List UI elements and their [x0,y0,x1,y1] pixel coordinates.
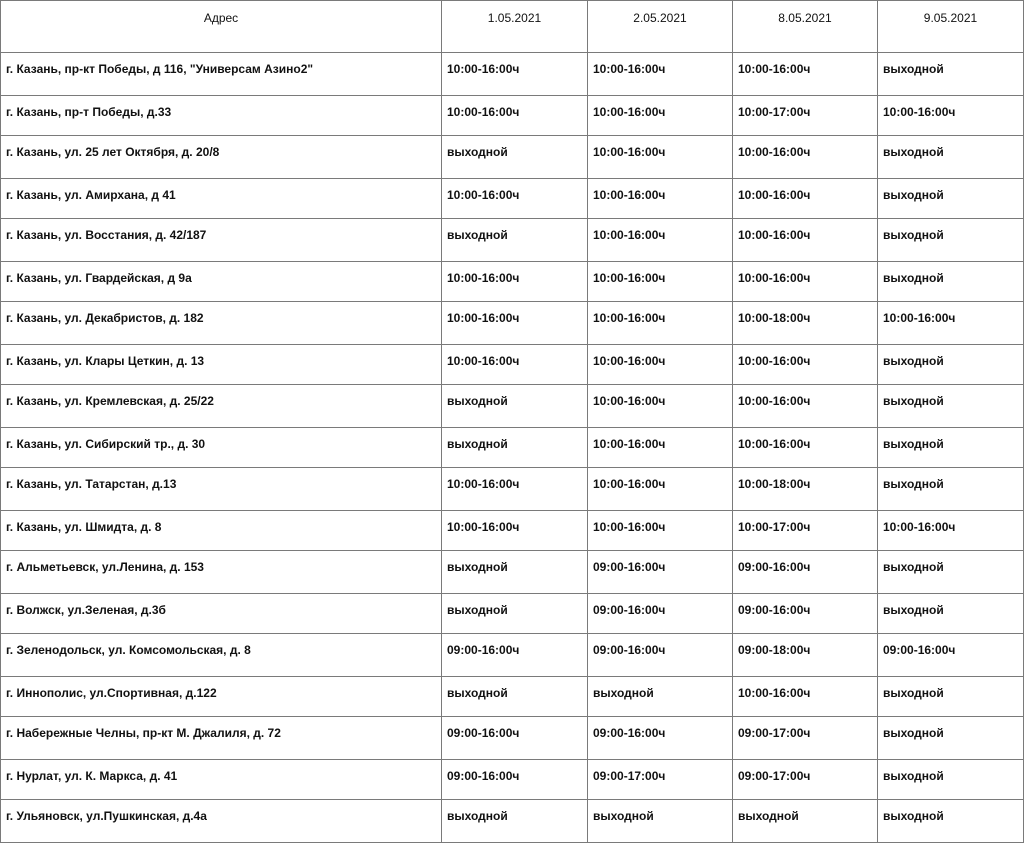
table-row [1,262,1024,302]
hours-cell: 10:00-16:00ч [588,262,733,302]
hours-cell: 10:00-16:00ч [588,385,733,428]
hours-cell: 09:00-16:00ч [733,594,878,634]
hours-cell: 10:00-16:00ч [878,511,1024,551]
address-cell: г. Казань, пр-кт Победы, д 116, "Универсам Азино2" [1,53,442,96]
hours-cell: выходной [878,345,1024,385]
hours-cell: 10:00-16:00ч [733,136,878,179]
hours-cell: 10:00-16:00ч [733,53,878,96]
table-row [1,136,1024,179]
hours-cell: выходной [878,800,1024,843]
hours-cell: 10:00-16:00ч [442,345,588,385]
header-date-3: 8.05.2021 [733,1,878,53]
hours-cell: 10:00-16:00ч [733,179,878,219]
hours-cell: выходной [878,219,1024,262]
address-cell: г. Набережные Челны, пр-кт М. Джалиля, д. 72 [1,717,442,760]
hours-cell: 10:00-18:00ч [733,302,878,345]
hours-cell: 09:00-16:00ч [442,760,588,800]
hours-cell: 10:00-16:00ч [588,179,733,219]
table-row [1,551,1024,594]
header-date-2: 2.05.2021 [588,1,733,53]
hours-cell: 10:00-16:00ч [878,96,1024,136]
table-row [1,634,1024,677]
hours-cell: 10:00-16:00ч [733,345,878,385]
address-cell: г. Ульяновск, ул.Пушкинская, д.4а [1,800,442,843]
table-row [1,717,1024,760]
address-cell: г. Казань, ул. Сибирский тр., д. 30 [1,428,442,468]
hours-cell: выходной [878,53,1024,96]
address-cell: г. Казань, ул. Декабристов, д. 182 [1,302,442,345]
hours-cell: 09:00-17:00ч [733,717,878,760]
hours-cell: 10:00-16:00ч [733,677,878,717]
hours-cell: выходной [878,760,1024,800]
hours-cell: 10:00-16:00ч [588,511,733,551]
hours-cell: 10:00-16:00ч [442,468,588,511]
address-cell: г. Казань, ул. 25 лет Октября, д. 20/8 [1,136,442,179]
hours-cell: выходной [878,551,1024,594]
hours-cell: выходной [442,428,588,468]
header-address: Адрес [1,1,442,53]
table-row [1,760,1024,800]
hours-cell: выходной [588,677,733,717]
address-cell: г. Альметьевск, ул.Ленина, д. 153 [1,551,442,594]
table-row [1,53,1024,96]
hours-cell: 09:00-16:00ч [733,551,878,594]
address-cell: г. Казань, ул. Амирхана, д 41 [1,179,442,219]
hours-cell: 09:00-18:00ч [733,634,878,677]
hours-cell: 10:00-18:00ч [733,468,878,511]
table-row [1,428,1024,468]
hours-cell: выходной [878,594,1024,634]
hours-cell: выходной [878,428,1024,468]
table-row [1,385,1024,428]
hours-cell: выходной [878,179,1024,219]
hours-cell: выходной [588,800,733,843]
hours-cell: 10:00-16:00ч [733,428,878,468]
hours-cell: 10:00-17:00ч [733,511,878,551]
address-cell: г. Зеленодольск, ул. Комсомольская, д. 8 [1,634,442,677]
table-header-row [1,1,1024,53]
hours-cell: 10:00-16:00ч [442,511,588,551]
hours-cell: выходной [878,262,1024,302]
hours-cell: 09:00-16:00ч [878,634,1024,677]
hours-cell: 10:00-16:00ч [588,468,733,511]
hours-cell: 10:00-16:00ч [733,262,878,302]
address-cell: г. Нурлат, ул. К. Маркса, д. 41 [1,760,442,800]
table-row [1,302,1024,345]
hours-cell: выходной [878,468,1024,511]
hours-cell: 09:00-16:00ч [588,594,733,634]
table-row [1,179,1024,219]
hours-cell: выходной [733,800,878,843]
table-row [1,468,1024,511]
hours-cell: выходной [878,136,1024,179]
address-cell: г. Казань, ул. Шмидта, д. 8 [1,511,442,551]
address-cell: г. Волжск, ул.Зеленая, д.3б [1,594,442,634]
hours-cell: выходной [878,717,1024,760]
hours-cell: 10:00-16:00ч [588,96,733,136]
table-row [1,800,1024,843]
table-row [1,96,1024,136]
table-row [1,594,1024,634]
hours-cell: выходной [442,219,588,262]
hours-cell: 10:00-16:00ч [733,385,878,428]
hours-cell: выходной [442,385,588,428]
address-cell: г. Казань, ул. Гвардейская, д 9а [1,262,442,302]
hours-cell: 09:00-17:00ч [733,760,878,800]
hours-cell: 09:00-16:00ч [588,551,733,594]
hours-cell: 10:00-16:00ч [588,428,733,468]
header-date-4: 9.05.2021 [878,1,1024,53]
table-row [1,677,1024,717]
address-cell: г. Казань, ул. Клары Цеткин, д. 13 [1,345,442,385]
hours-cell: 10:00-16:00ч [442,302,588,345]
hours-cell: 10:00-17:00ч [733,96,878,136]
hours-cell: выходной [878,385,1024,428]
address-cell: г. Иннополис, ул.Спортивная, д.122 [1,677,442,717]
hours-cell: выходной [442,551,588,594]
hours-cell: 10:00-16:00ч [442,179,588,219]
hours-cell: 10:00-16:00ч [588,219,733,262]
address-cell: г. Казань, ул. Восстания, д. 42/187 [1,219,442,262]
hours-cell: выходной [878,677,1024,717]
hours-cell: 10:00-16:00ч [588,53,733,96]
hours-cell: 09:00-16:00ч [588,717,733,760]
hours-cell: 09:00-16:00ч [588,634,733,677]
address-cell: г. Казань, ул. Татарстан, д.13 [1,468,442,511]
hours-cell: 10:00-16:00ч [442,96,588,136]
hours-cell: 10:00-16:00ч [588,302,733,345]
table-row [1,511,1024,551]
header-date-1: 1.05.2021 [442,1,588,53]
hours-cell: 10:00-16:00ч [588,345,733,385]
hours-cell: выходной [442,594,588,634]
hours-cell: выходной [442,136,588,179]
hours-cell: выходной [442,677,588,717]
hours-cell: 10:00-16:00ч [733,219,878,262]
hours-cell: 10:00-16:00ч [588,136,733,179]
hours-cell: 09:00-16:00ч [442,717,588,760]
hours-cell: 10:00-16:00ч [878,302,1024,345]
hours-cell: 09:00-17:00ч [588,760,733,800]
hours-cell: выходной [442,800,588,843]
address-cell: г. Казань, пр-т Победы, д.33 [1,96,442,136]
table-row [1,345,1024,385]
table-row [1,219,1024,262]
hours-cell: 10:00-16:00ч [442,53,588,96]
address-cell: г. Казань, ул. Кремлевская, д. 25/22 [1,385,442,428]
hours-cell: 10:00-16:00ч [442,262,588,302]
hours-cell: 09:00-16:00ч [442,634,588,677]
